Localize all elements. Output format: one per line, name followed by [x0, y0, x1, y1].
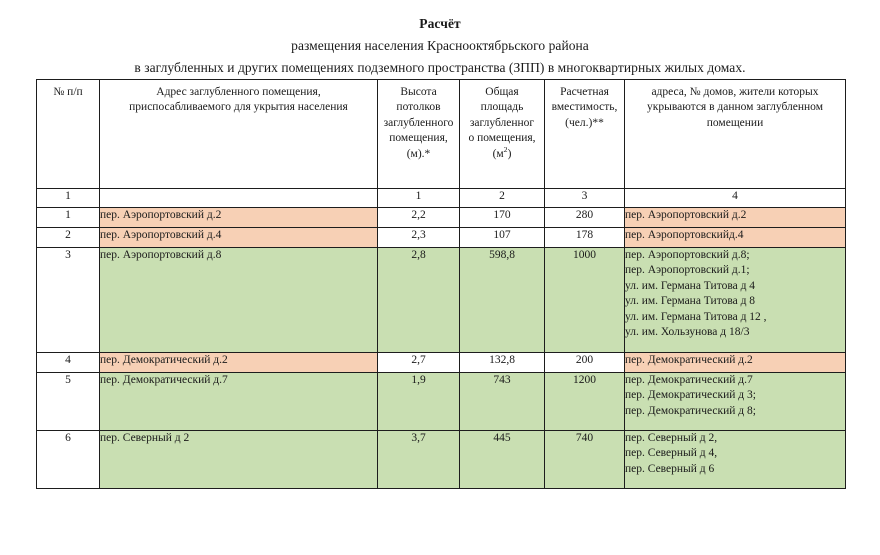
table-row — [37, 373, 846, 431]
covered-address-line: пер. Северный д 6 — [625, 462, 715, 475]
row-address-value: пер. Северный д 2 — [100, 431, 377, 488]
column-number-3: 1 — [378, 189, 460, 208]
row-ceiling-height-cell — [378, 228, 460, 248]
row-capacity-cell — [545, 228, 625, 248]
row-address-value: пер. Аэропортовский д.2 — [100, 208, 377, 227]
header-cell-index — [37, 80, 100, 189]
row-ceiling-height-cell — [378, 248, 460, 353]
header-cell-covered-addresses — [625, 80, 846, 189]
row-capacity-cell — [545, 431, 625, 489]
row-ceiling-height-value: 2,7 — [378, 353, 459, 372]
row-total-area-value: 170 — [460, 208, 544, 227]
column-number-5: 3 — [545, 189, 625, 208]
row-index-cell — [37, 248, 100, 353]
row-covered-addresses-value — [625, 248, 845, 352]
header-label-area-unit-pre: (м — [492, 147, 504, 160]
row-covered-addresses-value — [625, 353, 845, 372]
row-ceiling-height-value: 3,7 — [378, 431, 459, 488]
row-total-area-cell — [460, 248, 545, 353]
row-address-cell — [100, 208, 378, 228]
row-capacity-cell — [545, 248, 625, 353]
row-index-cell — [37, 228, 100, 248]
row-index-cell — [37, 353, 100, 373]
row-ceiling-height-value: 2,3 — [378, 228, 459, 247]
row-capacity-value: 178 — [545, 228, 624, 247]
header-cell-address — [100, 80, 378, 189]
row-total-area-value: 598,8 — [460, 248, 544, 352]
column-number-1: 1 — [37, 189, 100, 208]
header-label-height-line-4: помещения, — [389, 132, 448, 145]
row-address-cell — [100, 373, 378, 431]
covered-address-line: пер. Аэропортовскийд.4 — [625, 229, 744, 241]
row-capacity-value: 740 — [545, 431, 624, 488]
row-index-cell — [37, 208, 100, 228]
page-subtitle-line-2: в заглубленных и других помещениях подземного пространства (ЗПП) в многоквартирных жилых домах. — [134, 60, 746, 76]
header-label-covered-line-2: укрываются в данном заглубленном — [647, 101, 823, 114]
row-address-cell — [100, 431, 378, 489]
table-header-row — [37, 80, 846, 189]
row-covered-addresses-cell — [625, 431, 846, 489]
row-ceiling-height-cell — [378, 208, 460, 228]
row-address-cell — [100, 248, 378, 353]
header-cell-total-area — [460, 80, 545, 189]
row-ceiling-height-value: 2,8 — [378, 248, 459, 352]
row-total-area-cell — [460, 373, 545, 431]
covered-address-line: пер. Демократический д.2 — [625, 354, 753, 366]
page-subtitle-line-1: размещения населения Краснооктябрьского района — [291, 38, 589, 54]
header-label-area-unit-exponent: 2 — [503, 144, 508, 154]
covered-address-line: пер. Демократический д 3; — [625, 389, 756, 402]
row-capacity-cell — [545, 353, 625, 373]
header-label-height-line-3: заглубленного — [383, 116, 454, 129]
covered-address-line: пер. Северный д 2, — [625, 432, 718, 444]
header-label-area-line-1: Общая — [485, 86, 519, 98]
header-label-address-line-2: приспосабливаемого для укрытия населения — [129, 101, 348, 114]
row-covered-addresses-cell — [625, 208, 846, 228]
row-address-value: пер. Аэропортовский д.8 — [100, 248, 377, 352]
column-number-6: 4 — [625, 189, 846, 208]
header-label-capacity-line-2: вместимость, — [551, 101, 618, 114]
row-total-area-value: 743 — [460, 373, 544, 430]
header-label-capacity-line-1: Расчетная — [560, 86, 609, 98]
row-address-cell — [100, 353, 378, 373]
table-row — [37, 431, 846, 489]
covered-address-line: пер. Аэропортовский д.1; — [625, 264, 750, 277]
row-total-area-cell — [460, 353, 545, 373]
row-ceiling-height-value: 2,2 — [378, 208, 459, 227]
row-ceiling-height-cell — [378, 373, 460, 431]
table-row — [37, 353, 846, 373]
calculation-table — [36, 79, 846, 489]
covered-address-line: пер. Аэропортовский д.8; — [625, 249, 750, 261]
header-label-index: № п/п — [53, 86, 83, 98]
header-label-height-line-5: (м).* — [406, 147, 431, 160]
row-index-value: 6 — [37, 431, 99, 488]
row-index-value: 3 — [37, 248, 99, 352]
header-label-covered-line-3: помещении — [706, 116, 764, 129]
row-address-cell — [100, 228, 378, 248]
table-body — [37, 208, 846, 489]
row-capacity-value: 1200 — [545, 373, 624, 430]
row-address-value: пер. Демократический д.7 — [100, 373, 377, 430]
row-capacity-value: 1000 — [545, 248, 624, 352]
header-label-area-unit-post: ) — [507, 147, 512, 160]
header-label-area-line-4: о помещения, — [468, 132, 536, 145]
row-covered-addresses-cell — [625, 353, 846, 373]
row-covered-addresses-cell — [625, 373, 846, 431]
covered-address-line: пер. Аэропортовский д.2 — [625, 209, 747, 221]
header-cell-ceiling-height — [378, 80, 460, 189]
table-column-number-row — [37, 189, 846, 208]
row-ceiling-height-value: 1,9 — [378, 373, 459, 430]
row-index-value: 2 — [37, 228, 99, 247]
row-covered-addresses-cell — [625, 228, 846, 248]
row-address-value: пер. Демократический д.2 — [100, 353, 377, 372]
header-label-height-line-1: Высота — [400, 86, 437, 98]
row-ceiling-height-cell — [378, 431, 460, 489]
row-total-area-cell — [460, 431, 545, 489]
row-index-value: 5 — [37, 373, 99, 430]
header-label-capacity-line-3: (чел.)** — [565, 116, 604, 129]
row-total-area-cell — [460, 228, 545, 248]
row-index-cell — [37, 373, 100, 431]
row-address-value: пер. Аэропортовский д.4 — [100, 228, 377, 247]
row-total-area-value: 107 — [460, 228, 544, 247]
covered-address-line: ул. им. Германа Титова д 8 — [625, 295, 756, 308]
header-label-covered-line-1: адреса, № домов, жители которых — [651, 86, 819, 98]
covered-address-line: пер. Демократический д 8; — [625, 404, 756, 417]
covered-address-line: ул. им. Германа Титова д 4 — [625, 279, 756, 292]
header-label-height-line-2: потолков — [396, 101, 441, 114]
row-capacity-cell — [545, 373, 625, 431]
row-covered-addresses-value — [625, 208, 845, 227]
covered-address-line: ул. им. Хользунова д 18/3 — [625, 326, 750, 339]
table-row — [37, 228, 846, 248]
covered-address-line: пер. Демократический д.7 — [625, 374, 753, 386]
row-total-area-value: 445 — [460, 431, 544, 488]
row-ceiling-height-cell — [378, 353, 460, 373]
header-label-address-line-1: Адрес заглубленного помещения, — [156, 86, 321, 98]
header-label-area-line-2: площадь — [480, 101, 524, 114]
table-row — [37, 208, 846, 228]
covered-address-line: пер. Северный д 4, — [625, 447, 718, 460]
page-title: Расчёт — [419, 16, 461, 31]
row-total-area-cell — [460, 208, 545, 228]
header-label-area-line-3: заглубленног — [469, 116, 535, 129]
column-number-4: 2 — [460, 189, 545, 208]
row-covered-addresses-value — [625, 228, 845, 247]
row-total-area-value: 132,8 — [460, 353, 544, 372]
row-capacity-value: 200 — [545, 353, 624, 372]
calculation-table-wrapper — [36, 79, 845, 489]
row-covered-addresses-value — [625, 373, 845, 430]
row-capacity-cell — [545, 208, 625, 228]
row-covered-addresses-value — [625, 431, 845, 488]
row-covered-addresses-cell — [625, 248, 846, 353]
covered-address-line: ул. им. Германа Титова д 12 , — [625, 310, 767, 323]
row-index-cell — [37, 431, 100, 489]
row-index-value: 1 — [37, 208, 99, 227]
header-cell-capacity — [545, 80, 625, 189]
title-block — [0, 0, 880, 79]
table-row — [37, 248, 846, 353]
row-capacity-value: 280 — [545, 208, 624, 227]
row-index-value: 4 — [37, 353, 99, 372]
column-number-2 — [100, 189, 378, 208]
